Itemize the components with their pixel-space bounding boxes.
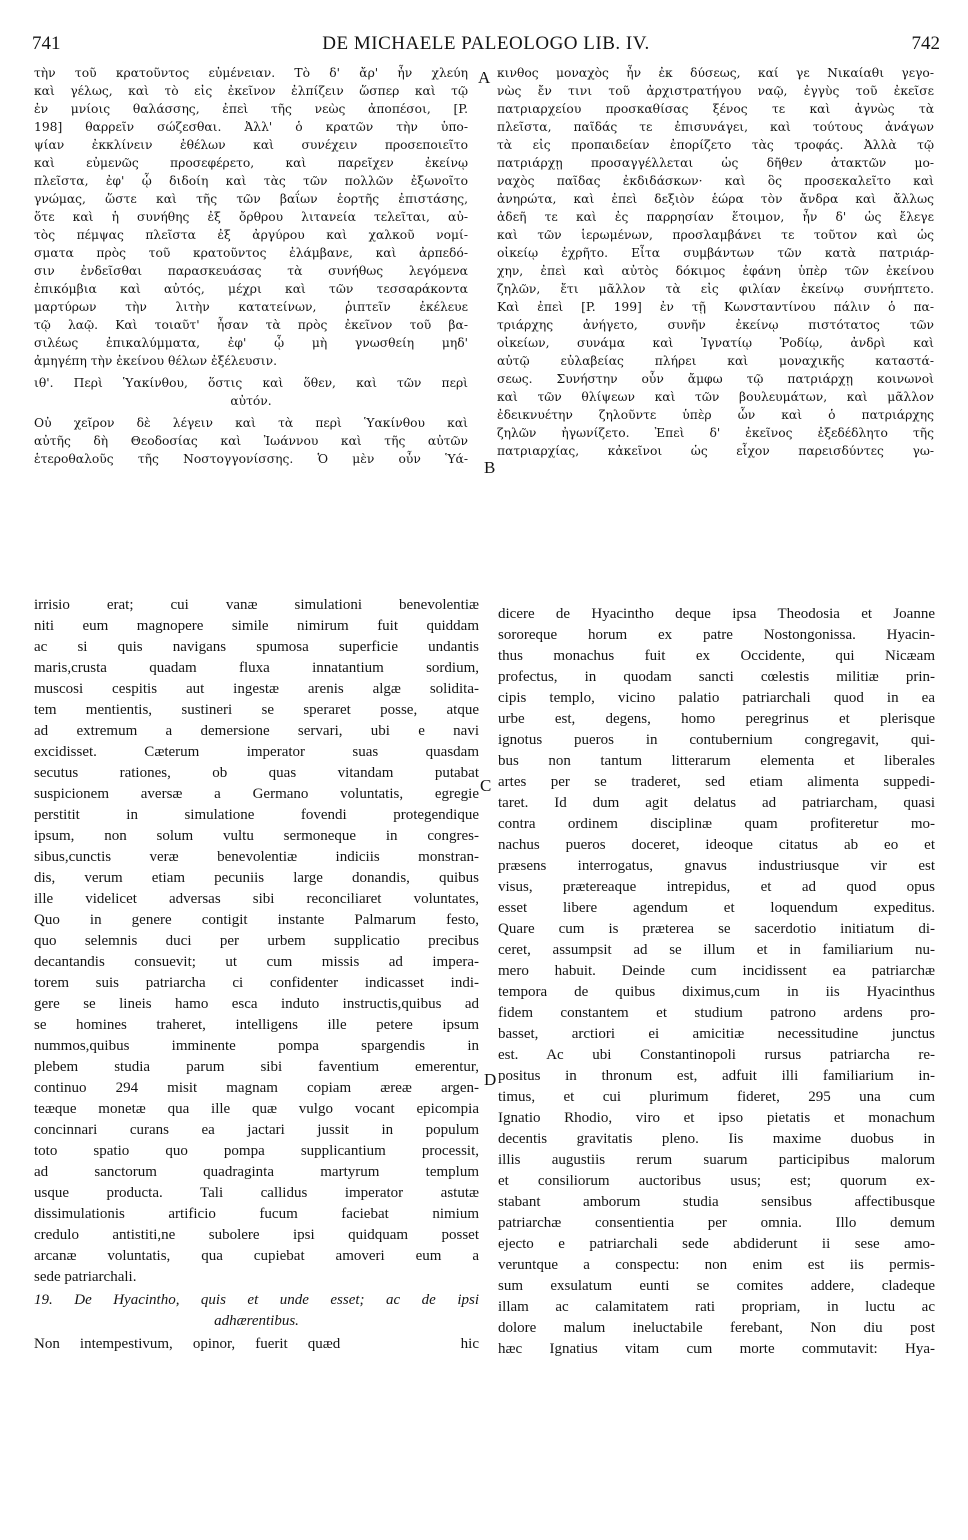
text-line: πλεῖστα, ἐφ' ᾧ διδοίη καὶ τὰς τῶν πολλῶν ἐξωνοῖτο bbox=[34, 174, 468, 188]
text-line: Καὶ ἐπεὶ [P. 199] ἐν τῇ Κωνσταντίνου πάλιν ὁ πα- bbox=[497, 300, 934, 314]
text-line: basset, arctiori ei amicitiæ necessitudine junctus bbox=[498, 1026, 935, 1042]
text-line: decantandis consuevit; ut cum missis ad impera- bbox=[34, 954, 479, 970]
latin-column-right bbox=[498, 604, 935, 1360]
text-line: tempora de quibus diximus,cum in iis Hyacinthus bbox=[498, 984, 935, 1000]
text-line: teæque monetæ qua ille quæ vulgo vocant epicompia bbox=[34, 1101, 479, 1117]
text-line: ἐν μνίοις θαλάσσης, ἐπεὶ τῆς νεὼς ἀποπέσοι, [P. bbox=[34, 102, 468, 116]
text-line: καὶ τῶν θλίψεων καὶ τῶν βουλευμάτων, καὶ μᾶλλον bbox=[497, 390, 934, 404]
text-line: γνώμας, ὥστε καὶ τῆς τῶν βαΐων ἑορτῆς ἐπιστάσης, bbox=[34, 192, 468, 206]
text-line: ignotus pueros in contubernium congregavit, qui- bbox=[498, 732, 935, 748]
heading-line: αὐτόν. bbox=[230, 394, 272, 408]
text-line: Οὐ χεῖρον δὲ λέγειν καὶ τὰ περὶ Ὑακίνθου καὶ bbox=[34, 416, 468, 430]
text-line: σιλέως ἐπικαλύμματα, ἐφ' ᾧ μὴ γνωσθείη μηδ' bbox=[34, 336, 468, 350]
text-line: thus monachus fuit ex Occidente, qui Nicæam bbox=[498, 648, 935, 664]
text-line: σιν ἐνδεῖσθαι παρασκευάσας τὰ συνήθως λεγόμενα bbox=[34, 264, 468, 278]
text-line: taret. Id dum agit delatus ad patriarcham, quasi bbox=[498, 795, 935, 811]
text-line: usque producta. Tali callidus imperator astutæ bbox=[34, 1185, 479, 1201]
text-line: esset libere agendum et loquendum expeditus. bbox=[498, 900, 935, 916]
heading-line: ιθ'. Περὶ Ὑακίνθου, ὅστις καὶ ὅθεν, καὶ τῶν περὶ bbox=[34, 376, 468, 390]
text-line: concinnari curans ea jactari jussit in populum bbox=[34, 1122, 479, 1138]
text-line: τὸς πέμψας πλεῖστα ἐξ ἀργύρου καὶ χαλκοῦ νομί- bbox=[34, 228, 468, 242]
text-line: πλεῖστα, παῖδάς τε ἐπισυνάγει, καὶ τούτους ἀνάγων bbox=[497, 120, 934, 134]
greek-column-right bbox=[497, 64, 934, 460]
text-line: tem mentientis, sustineri se speraret posse, atque bbox=[34, 702, 479, 718]
latin-paragraph-left-2 bbox=[34, 1334, 479, 1355]
text-line: νὼς ἔν τινι τοῦ ἀρχιστρατήγου ναῷ, ἐγγὺς τοῦ ἐκεῖσε bbox=[497, 84, 934, 98]
text-line: ἀμηγέπη τὴν ἐκείνου θέλων ἐξέλευσιν. bbox=[34, 354, 277, 368]
text-line: gere se lineis hamo esca induto instructis,quibus ad bbox=[34, 996, 479, 1012]
text-line: præsens interrogatus, gnavus industriusque vir est bbox=[498, 858, 935, 874]
margin-letter-a: A bbox=[478, 68, 491, 87]
text-line: illis augustiis rerum suarum participibus malorum bbox=[498, 1152, 935, 1168]
text-line: καὶ εὐμενῶς προσεφέρετο, καὶ παρεῖχεν ἐκείνῳ bbox=[34, 156, 468, 170]
text-line: visus, prætereaque intrepidus, et ad quod opus bbox=[498, 879, 935, 895]
greek-paragraph-left-2 bbox=[34, 414, 468, 468]
text-line: χην, ἐπεὶ καὶ αὐτὸς δόκιμος ἐφάνη ὑπὲρ τῶν ἐκείνου bbox=[497, 264, 934, 278]
text-line: credulo antistiti,ne subolere ipsi quidquam posset bbox=[34, 1227, 479, 1243]
text-line: nachus pueros doceret, ideoque citatus ab eo et bbox=[498, 837, 935, 853]
text-line: irrisio erat; cui vanæ simulationi benevolentiæ bbox=[34, 597, 479, 613]
text-line: suspicionem aversæ a Germano voluntatis, egregie bbox=[34, 786, 479, 802]
text-line: hæc Ignatius vitam cum morte commutavit: Hya- bbox=[498, 1341, 935, 1357]
text-line: cipis templo, vicino palatio patriarchali quod in ea bbox=[498, 690, 935, 706]
heading-line: 19. De Hyacintho, quis et unde esset; ac de ipsi bbox=[34, 1292, 479, 1308]
page-number-right: 742 bbox=[911, 33, 940, 54]
margin-letter-c: C bbox=[480, 776, 492, 795]
text-line: torem suis patriarcha ci confidenter indicasset indi- bbox=[34, 975, 479, 991]
page-number-left: 741 bbox=[32, 33, 61, 54]
latin-paragraph-left bbox=[34, 595, 479, 1288]
text-line: καὶ γέλως, καὶ τὸ εἰς ἐκεῖνον ἐλπίζειν ὥσπερ καὶ τῷ bbox=[34, 84, 468, 98]
text-line: τὰ εἰς προπαιδείαν ἐπορίζετο τὰς τροφάς. Ἀλλὰ τῷ bbox=[497, 138, 934, 152]
running-title: DE MICHAELE PALEOLOGO LIB. IV. bbox=[322, 33, 650, 54]
text-line: artes per se traderet, sed etiam alimenta suppedi- bbox=[498, 774, 935, 790]
text-line: ἐδεικνυέτην ζηλοῦντε ὑπὲρ ὧν καὶ ὁ πατριάρχης bbox=[497, 408, 934, 422]
text-line: urbe est, degens, homo peregrinus et plerisque bbox=[498, 711, 935, 727]
text-line: μαρτύρων τὴν λιτὴν κατατείνων, ῥιπτεῖν ἐκέλευε bbox=[34, 300, 468, 314]
latin-column-left bbox=[34, 595, 479, 1355]
text-line: τῷ λαῷ. Καὶ τοιαῦτ' ἦσαν τὰ πρὸς ἐκεῖνον τοῦ βα- bbox=[34, 318, 468, 332]
text-line: excidisset. Cæterum imperator suas quasdam bbox=[34, 744, 479, 760]
text-line: mero habuit. Deinde cum incidissent ea patriarchæ bbox=[498, 963, 935, 979]
text-line: secutus rationes, ob quas vitandam putabat bbox=[34, 765, 479, 781]
text-line: arcanæ voluntatis, qua cupiebat amoveri eum a bbox=[34, 1248, 479, 1264]
text-line: et consiliorum auctoribus usus; est; quorum ex- bbox=[498, 1173, 935, 1189]
greek-column-left bbox=[34, 64, 468, 468]
text-line: καὶ τῶν ἱερωμένων, προσλαμβάνει τε τοῦτον καὶ ὡς bbox=[497, 228, 934, 242]
text-line: bus non tantum litterarum elementa et liberales bbox=[498, 753, 935, 769]
greek-paragraph-left bbox=[34, 64, 468, 370]
margin-letter-b: B bbox=[484, 458, 496, 477]
text-line: muscosi cespitis aut ingestæ arenis algæ solidita- bbox=[34, 681, 479, 697]
text-line: οἰκείῳ ἐχρῆτο. Εἶτα συμβάντων τῶν κατὰ πατριάρ- bbox=[497, 246, 934, 260]
text-line: fidem constantem et studium patrono ardens pro- bbox=[498, 1005, 935, 1021]
text-line: stabant amborum studia sensibus affectibusque bbox=[498, 1194, 935, 1210]
margin-letter-d: D bbox=[484, 1070, 497, 1089]
text-line: plebem studia parum sibi faventium emerentur, bbox=[34, 1059, 479, 1075]
text-line: ad sanctorum quadraginta martyrum templum bbox=[34, 1164, 479, 1180]
text-line: ἀνηρώτα, καὶ ἐπεὶ δεξιὸν ἑώρα τὸν ἄνδρα καὶ ἄλλως bbox=[497, 192, 934, 206]
text-line: ille videlicet adversas sibi reconciliaret voluntates, bbox=[34, 891, 479, 907]
text-line: timus, et cui plurimum fideret, 295 una cum bbox=[498, 1089, 935, 1105]
text-line: toto spatio quo pompa supplicantium processit, bbox=[34, 1143, 479, 1159]
text-line: dis, verum etiam pecuniis large donandis, quibus bbox=[34, 870, 479, 886]
text-line: 198] θαρρεῖν σώζεσθαι. Ἀλλ' ὁ κρατῶν τὴν ὑπο- bbox=[34, 120, 468, 134]
text-line: ψίαν ἐκκλίνειν ἐθέλων καὶ συνέχειν προσεποιεῖτο bbox=[34, 138, 468, 152]
text-line: πατριαρχίας, κἀκεῖνοι ὡς εἶχον παρεισδύντες γω- bbox=[497, 444, 934, 458]
text-line: Non intempestivum, opinor, fuerit quæd hic bbox=[34, 1336, 479, 1352]
text-line: maris,crusta quadam fluxa innatantium sordium, bbox=[34, 660, 479, 676]
text-line: σματα πρὸς τοῦ κρατοῦντος ἐλάμβανε, καὶ ἀρπεδό- bbox=[34, 246, 468, 260]
text-line: ἑτεροθαλοῦς τῆς Νοστογγονίσσης. Ὁ μὲν οὖν Ὑά- bbox=[34, 452, 468, 466]
text-line: illam ac calamitatem rati propriam, in luctu ac bbox=[498, 1299, 935, 1315]
text-line: est. Ac ubi Constantinopoli rursus patriarcha re- bbox=[498, 1047, 935, 1063]
text-line: patriarchæ consentientia per omnia. Illo demum bbox=[498, 1215, 935, 1231]
text-line: decentis gravitatis pleno. Iis maxime duobus in bbox=[498, 1131, 935, 1147]
text-line: αὐτῷ εὐλαβείας πλήρει καὶ μοναχικῆς καταστά- bbox=[497, 354, 934, 368]
text-line: ipsum, non solum vultu sermoneque in congres- bbox=[34, 828, 479, 844]
text-line: sibus,cunctis veræ benevolentiæ indiciis monstran- bbox=[34, 849, 479, 865]
text-line: ejecto e patriarchali sede abdiderunt ii sese amo- bbox=[498, 1236, 935, 1252]
text-line: dolore malum ineluctabile ferebant, Non diu post bbox=[498, 1320, 935, 1336]
text-line: ac si quis navigans spumosa superficie undantis bbox=[34, 639, 479, 655]
text-line: Quo in genere contigit instante Palmarum festo, bbox=[34, 912, 479, 928]
text-line: ζηλῶν ἠγωνίζετο. Ἐπεὶ δ' ἐκεῖνος ἐξεδέδλητο τῆς bbox=[497, 426, 934, 440]
text-line: dicere de Hyacintho deque ipsa Theodosia et Joanne bbox=[498, 606, 935, 622]
text-line: ναχὸς παῖδας ἐκδιδάσκων· καὶ ὃς προσεκαλεῖτο καὶ bbox=[497, 174, 934, 188]
text-line: πατριαρχείου προσκαθίσας ξένος τε καὶ ἀγνὼς τὰ bbox=[497, 102, 934, 116]
text-line: κινθος μοναχὸς ἦν ἐκ δύσεως, καί γε Νικαίαθι γεγο- bbox=[497, 66, 934, 80]
text-line: sororeque horum ex patre Nostongonissa. Hyacin- bbox=[498, 627, 935, 643]
text-line: dissimulationis artificio fucum faciebat nimium bbox=[34, 1206, 479, 1222]
text-line: nummos,quibus imminente pompa spargendis in bbox=[34, 1038, 479, 1054]
text-line: sede patriarchali. bbox=[34, 1269, 137, 1285]
text-line: contra ordinem disciplinæ quam profiteretur mo- bbox=[498, 816, 935, 832]
text-line: continuo 294 misit magnam copiam æreæ argen- bbox=[34, 1080, 479, 1096]
text-line: positus in thronum est, adfuit illi familiarium in- bbox=[498, 1068, 935, 1084]
text-line: se homines traheret, intelligens ille petere ipsum bbox=[34, 1017, 479, 1033]
text-line: τριάρχης ἀνήγετο, συνῆν ἐκείνῳ πιστότατος τῶν bbox=[497, 318, 934, 332]
text-line: ζηλῶν, ἔτι μᾶλλον τὰ εἰς φιλίαν ἐκείνῳ συνήπτετο. bbox=[497, 282, 934, 296]
text-line: ὅτε καὶ ἡ συνήθης ἐξ ὄρθρου λιτανεία τελεῖται, αὐ- bbox=[34, 210, 468, 224]
text-line: οἰκείων, συνάμα καὶ Ἰγνατίῳ Ῥοδίῳ, ἀνδρὶ καὶ bbox=[497, 336, 934, 350]
text-line: quo selemnis duci per urbem supplicatio precibus bbox=[34, 933, 479, 949]
text-line: σεως. Συνήστην οὖν ἄμφω τῷ πατριάρχῃ κοινωνοὶ bbox=[497, 372, 934, 386]
running-header bbox=[32, 33, 940, 59]
text-line: ἀδεῆ τε καὶ ἐς παρρησίαν ἕτοιμον, ἦν δ' ὡς ἔλεγε bbox=[497, 210, 934, 224]
greek-section-heading bbox=[34, 374, 468, 410]
text-line: ceret, assumpsit ad se illum et in familiarium nu- bbox=[498, 942, 935, 958]
text-line: τὴν τοῦ κρατοῦντος εὐμένειαν. Τὸ δ' ἄρ' ἦν χλεύη bbox=[34, 66, 468, 80]
text-line: ad extremum a demersione servari, ubi e navi bbox=[34, 723, 479, 739]
text-line: Ignatio Rhodio, viro et ipso pietatis et monachum bbox=[498, 1110, 935, 1126]
latin-section-heading bbox=[34, 1290, 479, 1332]
text-line: niti eum magnopere simile nimirum fuit quiddam bbox=[34, 618, 479, 634]
text-line: sum exsulatum eunti se comites addere, cladeque bbox=[498, 1278, 935, 1294]
heading-line: adhærentibus. bbox=[214, 1313, 299, 1329]
text-line: veruntque a conspectu: non enim est iis permis- bbox=[498, 1257, 935, 1273]
text-line: Quare cum is præterea se sacerdotio initiatum di- bbox=[498, 921, 935, 937]
text-line: πατριάρχῃ προσαγγέλλεται ὡς δῆθεν ἀτακτῶν μο- bbox=[497, 156, 934, 170]
text-line: profectus, in quodam sancti cœlestis militiæ prin- bbox=[498, 669, 935, 685]
text-line: perstitit in simulatione fovendi protegendique bbox=[34, 807, 479, 823]
text-line: αὐτῆς δὴ Θεοδοσίας καὶ Ἰωάννου καὶ τῆς αὐτῶν bbox=[34, 434, 468, 448]
text-line: ἐπικόμβια καὶ αὐτός, μέχρι καὶ τῶν τεσσαράκοντα bbox=[34, 282, 468, 296]
